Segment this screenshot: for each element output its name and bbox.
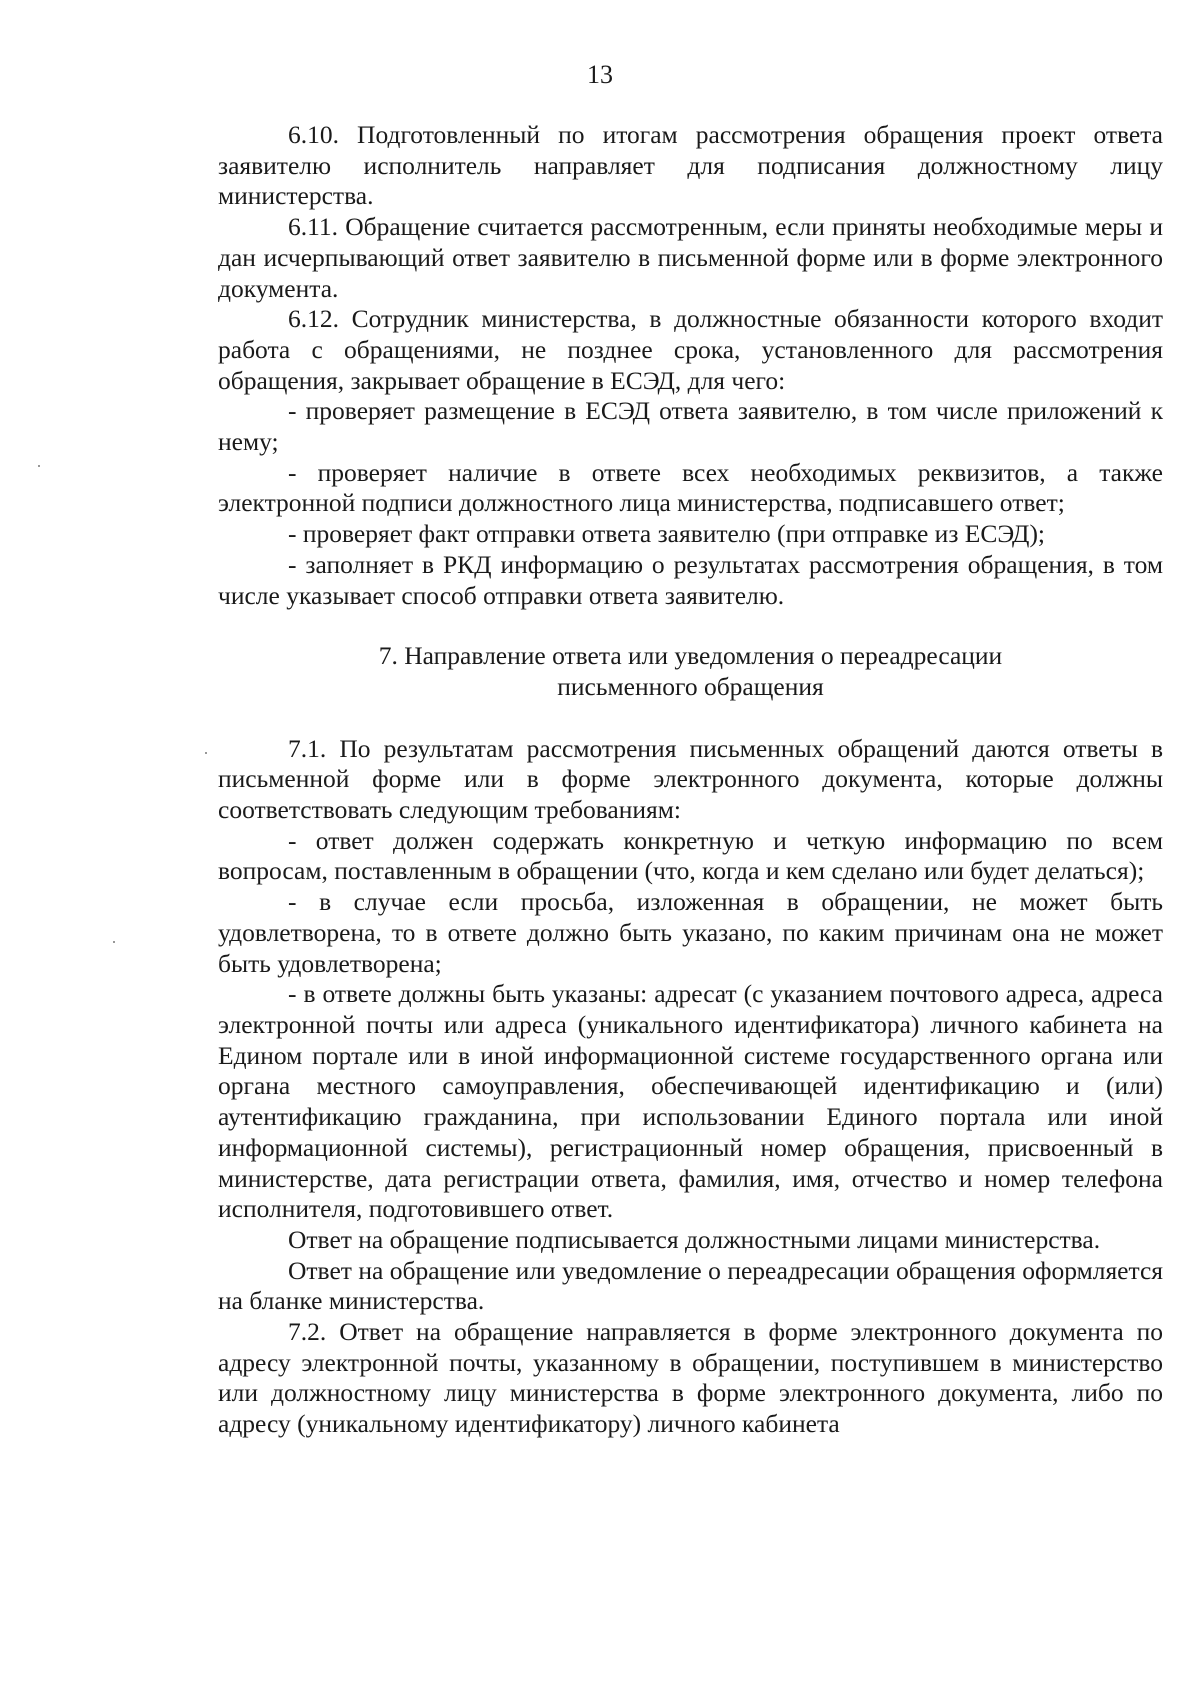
section-heading-line: 7. Направление ответа или уведомления о переадресации — [378, 641, 1003, 671]
list-item: - в ответе должны быть указаны: адресат (с указанием почтового адреса, адреса электронной почты или адреса (уникального идентификатора) личного кабинета на Едином портале или в иной информационной системе государственного органа или органа местного самоуправления, обеспечивающей идентификацию и (или) аутентификацию гражданина, при использовании Единого портала или иной информационной системы), регистрационный номер обращения, присвоенный в министерстве, дата регистрации ответа, фамилия, имя, отчество и номер телефона исполнителя, подготовившего ответ. — [218, 979, 1163, 1224]
paragraph-7-2: 7.2. Ответ на обращение направляется в форме электронного документа по адресу электронной почты, указанному в обращении, поступившем в министерство или должностному лицу министерства в форме электронного документа, либо по адресу (уникальному идентификатору) личного кабинета — [218, 1317, 1163, 1439]
list-item: - в случае если просьба, изложенная в обращении, не может быть удовлетворена, то в ответе должно быть указано, по каким причинам она не может быть удовлетворена; — [218, 887, 1163, 978]
paragraph-6-12: 6.12. Сотрудник министерства, в должностные обязанности которого входит работа с обращениями, не позднее срока, установленного для рассмотрения обращения, закрывает обращение в ЕСЭД, для чего: — [218, 304, 1163, 395]
list-item: - проверяет размещение в ЕСЭД ответа заявителю, в том числе приложений к нему; — [218, 396, 1163, 457]
list-item: - заполняет в РКД информацию о результатах рассмотрения обращения, в том числе указывает способ отправки ответа заявителю. — [218, 549, 1163, 610]
document-body — [218, 120, 1163, 1440]
paragraph: Ответ на обращение подписывается должностными лицами министерства. — [288, 1224, 1101, 1254]
paragraph-7-1: 7.1. По результатам рассмотрения письменных обращений даются ответы в письменной форме или в форме электронного документа, которые должны соответствовать следующим требованиям: — [218, 733, 1163, 825]
list-item: - проверяет наличие в ответе всех необходимых реквизитов, а также электронной подписи должностного лица министерства, подписавшего ответ; — [218, 457, 1163, 518]
paragraph-6-10: 6.10. Подготовленный по итогам рассмотрения обращения проект ответа заявителю исполнитель направляет для подписания должностному лицу министерства. — [218, 120, 1163, 211]
list-item: - проверяет факт отправки ответа заявителю (при отправке из ЕСЭД); — [288, 519, 1046, 549]
scan-speck — [205, 752, 207, 754]
page-number: 13 — [587, 60, 613, 89]
scan-speck — [38, 465, 40, 467]
paragraph: Ответ на обращение или уведомление о переадресации обращения оформляется на бланке министерства. — [218, 1255, 1163, 1316]
section-heading — [218, 641, 1163, 702]
paragraph-6-11: 6.11. Обращение считается рассмотренным, если приняты необходимые меры и дан исчерпывающий ответ заявителю в письменной форме или в форме электронного документа. — [218, 212, 1163, 303]
scan-speck — [113, 941, 115, 943]
section-heading-line: письменного обращения — [557, 671, 824, 701]
list-item: - ответ должен содержать конкретную и четкую информацию по всем вопросам, поставленным в обращении (что, когда и кем сделано или будет делаться); — [218, 825, 1163, 886]
